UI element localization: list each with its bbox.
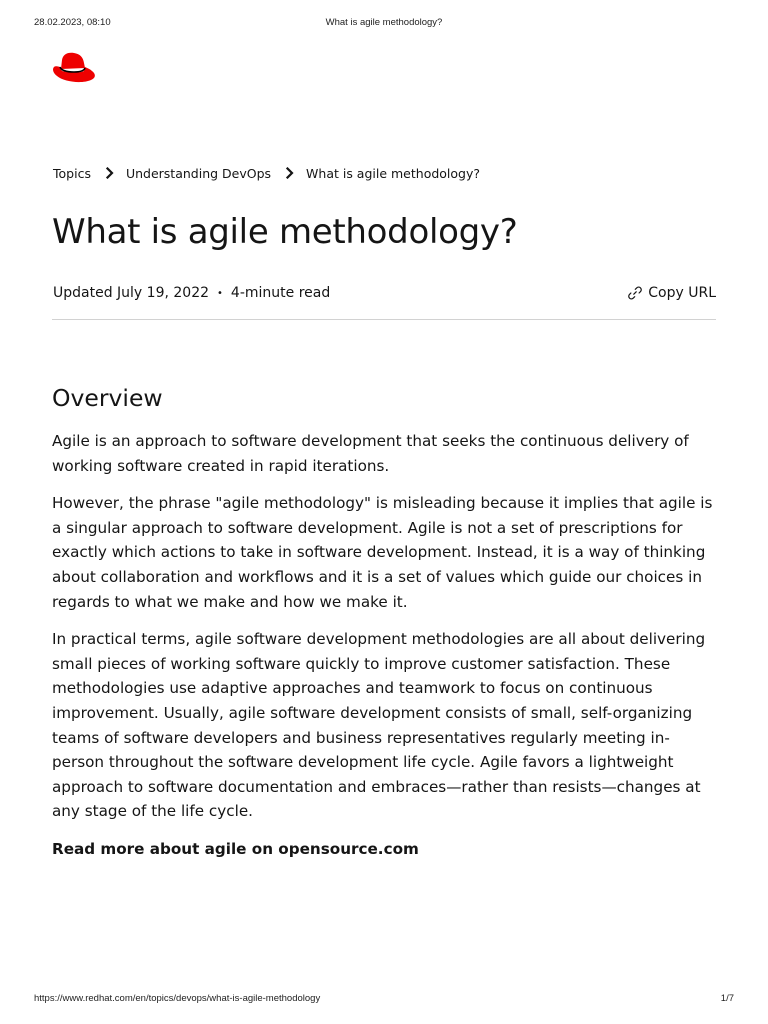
overview-heading: Overview bbox=[52, 384, 163, 412]
print-title: What is agile methodology? bbox=[325, 17, 443, 28]
meta-separator: • bbox=[217, 288, 223, 299]
print-header bbox=[0, 17, 768, 31]
overview-paragraph-1: Agile is an approach to software development that seeks the continuous delivery of working software created in rapid iterations. bbox=[52, 432, 689, 475]
breadcrumb-item-topics[interactable]: Topics bbox=[53, 165, 91, 181]
overview-paragraph-3: In practical terms, agile software development methodologies are all about delivering small pieces of working software quickly to improve customer satisfaction. These methodologies use adaptive approaches and teamwork to focus on continuous improvement. Usually, agile software development consists of small, self-organizing teams of software developers and business representatives regularly meeting in-person throughout the software development life cycle. Agile favors a lightweight approach to software documentation and embraces—rather than resists—changes at any stage of the life cycle. bbox=[52, 630, 706, 821]
print-datetime: 28.02.2023, 08:10 bbox=[34, 17, 111, 28]
overview-paragraph-2: However, the phrase "agile methodology" is misleading because it implies that agile is a singular approach to software development. Agile is not a set of prescriptions for exactly which actions to take in software development. Instead, it is a way of thinking about collaboration and workflows and it is a set of values which guide our choices in regards to what we make and how we make it. bbox=[52, 494, 713, 611]
page-title: What is agile methodology? bbox=[52, 212, 518, 252]
read-more-link[interactable]: Read more about agile on opensource.com bbox=[52, 839, 419, 858]
breadcrumb-item-current: What is agile methodology? bbox=[306, 165, 481, 181]
red-hat-logo-graphic bbox=[52, 51, 96, 85]
page-number: 1/7 bbox=[720, 993, 734, 1004]
copy-url-button[interactable] bbox=[627, 283, 716, 303]
updated-date: Updated July 19, 2022 bbox=[53, 285, 210, 301]
breadcrumb bbox=[53, 164, 480, 182]
read-time: 4-minute read bbox=[230, 285, 331, 301]
red-hat-logo-icon[interactable] bbox=[52, 51, 96, 85]
overview-section bbox=[52, 380, 718, 861]
chevron-right-icon bbox=[284, 167, 296, 179]
print-footer bbox=[0, 993, 768, 1007]
link-icon bbox=[627, 285, 643, 301]
copy-url-label: Copy URL bbox=[648, 285, 716, 301]
print-url: https://www.redhat.com/en/topics/devops/what-is-agile-methodology bbox=[34, 993, 321, 1004]
breadcrumb-item-understanding-devops[interactable]: Understanding DevOps bbox=[125, 165, 272, 181]
divider bbox=[52, 319, 716, 320]
article-meta bbox=[53, 283, 330, 303]
chevron-right-icon bbox=[104, 167, 116, 179]
